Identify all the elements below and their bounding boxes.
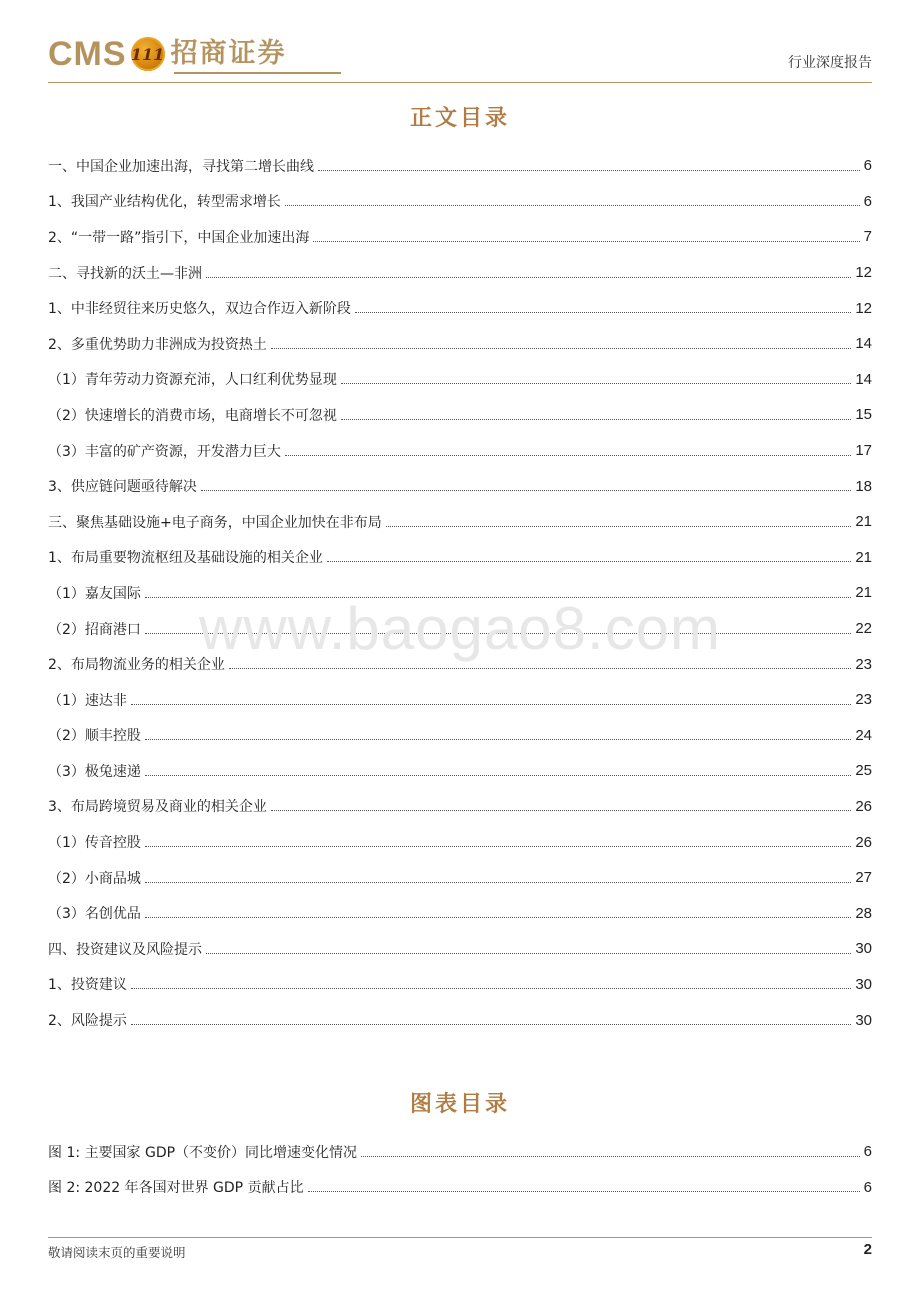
toc-entry-page: 6 [863,1143,872,1161]
toc-entry[interactable] [48,682,872,718]
toc-entry-page: 26 [855,833,872,851]
toc-dot-leader [285,204,860,206]
toc-entry-page: 18 [855,477,872,495]
toc-entry-page: 21 [855,513,872,531]
toc-entry[interactable] [48,468,872,504]
toc-dot-leader [145,881,851,883]
toc-dot-leader [341,418,851,420]
toc-dot-leader [206,276,851,278]
page-header [48,30,872,82]
watermark-text: www.baogao8.com [199,595,721,662]
toc-entry[interactable] [48,255,872,291]
toc-entry-page: 15 [855,406,872,424]
toc-entry[interactable] [48,184,872,220]
logo-underline [174,72,341,74]
toc-entry-title: 三、聚焦基础设施+电子商务，中国企业加快在非布局 [48,514,382,531]
header-divider [48,82,872,83]
toc-dot-leader [145,845,851,847]
toc-entry-title: （3）极兔速递 [48,763,141,780]
figure-toc-list [48,1134,872,1205]
toc-dot-leader [313,240,859,242]
toc-entry-page: 27 [855,869,872,887]
toc-entry-title: （2）快速增长的消费市场，电商增长不可忽视 [48,407,337,424]
toc-entry-title: 2、布局物流业务的相关企业 [48,657,225,674]
toc-entry[interactable] [48,860,872,896]
toc-entry[interactable] [48,718,872,754]
toc-entry-title: （2）招商港口 [48,621,141,638]
toc-entry[interactable] [48,433,872,469]
cms-logo [48,34,287,74]
toc-dot-leader [131,1023,851,1025]
toc-dot-leader [285,454,851,456]
toc-entry-page: 28 [855,904,872,922]
disclaimer-note: 敬请阅读末页的重要说明 [48,1245,186,1260]
logo-latin-text: CMS [48,35,127,73]
toc-entry-page: 6 [863,157,872,175]
footer-divider [48,1237,872,1238]
toc-dot-leader [327,560,851,562]
toc-dot-leader [145,738,851,740]
toc-entry-page: 30 [855,975,872,993]
main-toc-title: 正文目录 [409,105,510,131]
report-type-label: 行业深度报告 [788,55,872,71]
toc-entry[interactable] [48,504,872,540]
toc-entry[interactable] [48,575,872,611]
figure-toc-entry[interactable] [48,1170,872,1206]
toc-entry[interactable] [48,397,872,433]
toc-entry-title: （3）名创优品 [48,906,141,923]
toc-entry[interactable] [48,824,872,860]
toc-entry-page: 14 [855,370,872,388]
toc-dot-leader [386,525,852,527]
toc-entry-title: （1）青年劳动力资源充沛，人口红利优势显现 [48,372,337,389]
toc-dot-leader [131,703,851,705]
toc-entry-title: （2）顺丰控股 [48,728,141,745]
toc-entry-page: 30 [855,1011,872,1029]
toc-entry-page: 30 [855,940,872,958]
toc-entry-page: 12 [855,299,872,317]
page-footer [48,1237,872,1261]
toc-dot-leader [271,347,851,349]
toc-entry[interactable] [48,646,872,682]
toc-entry-page: 23 [855,691,872,709]
toc-entry-title: 3、布局跨境贸易及商业的相关企业 [48,799,267,816]
toc-dot-leader [145,916,851,918]
toc-entry-page: 21 [855,584,872,602]
toc-entry[interactable] [48,362,872,398]
logo-chinese-text: 招商证券 [170,38,287,69]
toc-entry-page: 25 [855,762,872,780]
toc-dot-leader [145,774,851,776]
toc-dot-leader [361,1155,860,1157]
toc-entry-title: 1、布局重要物流枢纽及基础设施的相关企业 [48,550,323,567]
toc-entry-page: 14 [855,335,872,353]
toc-entry[interactable] [48,753,872,789]
toc-entry-title: 四、投资建议及风险提示 [48,941,202,958]
toc-dot-leader [355,311,851,313]
toc-entry-page: 6 [863,1178,872,1196]
toc-entry-title: 2、风险提示 [48,1013,127,1030]
toc-entry-title: 1、中非经贸往来历史悠久，双边合作迈入新阶段 [48,301,351,318]
toc-entry-title: 图 2: 2022 年各国对世界 GDP 贡献占比 [48,1180,304,1197]
toc-entry-title: 二、寻找新的沃土—非洲 [48,265,202,282]
logo-badge-icon: 111 [131,37,165,71]
toc-dot-leader [201,489,851,491]
toc-entry-page: 6 [863,192,872,210]
toc-entry-title: （2）小商品城 [48,870,141,887]
figure-toc-entry[interactable] [48,1134,872,1170]
toc-dot-leader [271,809,851,811]
toc-entry[interactable] [48,895,872,931]
page-number: 2 [863,1241,872,1258]
toc-entry-title: 一、中国企业加速出海，寻找第二增长曲线 [48,158,314,175]
toc-entry[interactable] [48,611,872,647]
toc-entry-title: 2、多重优势助力非洲成为投资热土 [48,336,267,353]
toc-dot-leader [318,169,860,171]
toc-dot-leader [145,632,851,634]
toc-entry-title: 2、“一带一路”指引下，中国企业加速出海 [48,229,310,246]
toc-entry-page: 21 [855,548,872,566]
toc-entry-page: 7 [863,228,872,246]
toc-entry-page: 24 [855,726,872,744]
toc-dot-leader [341,382,851,384]
toc-dot-leader [308,1190,860,1192]
toc-entry[interactable] [48,540,872,576]
toc-entry-title: （1）速达非 [48,692,127,709]
toc-entry[interactable] [48,1002,872,1038]
toc-dot-leader [131,987,851,989]
toc-entry-title: （1）嘉友国际 [48,585,141,602]
toc-entry-title: （3）丰富的矿产资源，开发潜力巨大 [48,443,281,460]
toc-entry-title: 3、供应链问题亟待解决 [48,479,197,496]
toc-entry[interactable] [48,219,872,255]
toc-entry[interactable] [48,789,872,825]
toc-entry-page: 23 [855,655,872,673]
toc-dot-leader [145,596,851,598]
toc-entry[interactable] [48,931,872,967]
toc-entry[interactable] [48,326,872,362]
figure-toc-title: 图表目录 [409,1091,510,1117]
toc-entry-title: 1、我国产业结构优化，转型需求增长 [48,194,281,211]
toc-entry[interactable] [48,967,872,1003]
toc-dot-leader [206,952,851,954]
toc-entry-page: 26 [855,797,872,815]
toc-entry-page: 22 [855,620,872,638]
toc-entry-title: （1）传音控股 [48,835,141,852]
toc-entry-title: 1、投资建议 [48,977,127,994]
toc-entry-page: 12 [855,264,872,282]
toc-dot-leader [229,667,851,669]
toc-entry-title: 图 1: 主要国家 GDP（不变价）同比增速变化情况 [48,1144,358,1161]
toc-entry-page: 17 [855,442,872,460]
toc-entry[interactable] [48,148,872,184]
main-toc-list [48,148,872,1038]
toc-entry[interactable] [48,290,872,326]
